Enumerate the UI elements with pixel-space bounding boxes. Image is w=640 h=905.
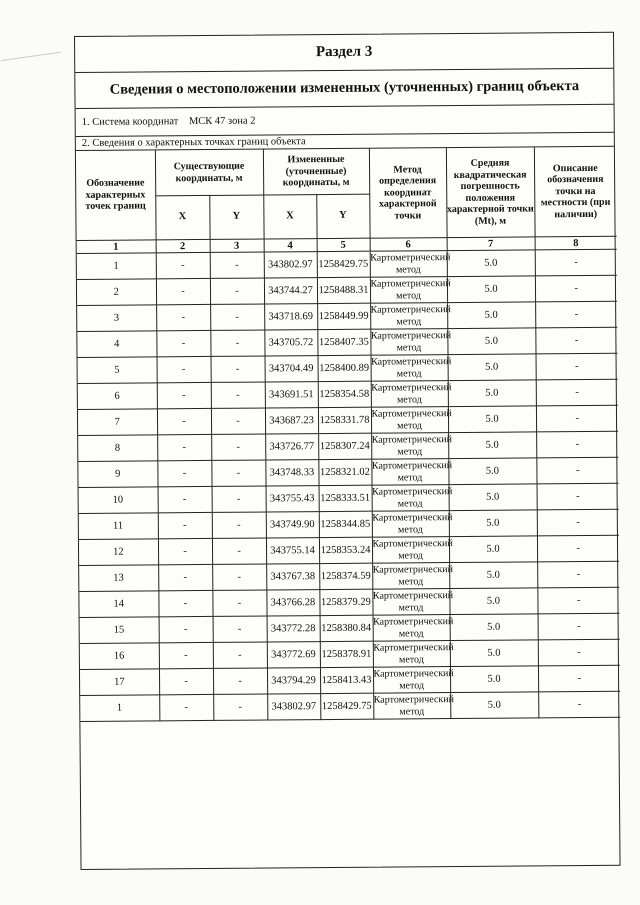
point-number-cell: 10 [79,487,158,514]
existing-y-cell: - [213,694,267,720]
existing-y-cell: - [213,642,267,668]
changed-x-cell: 343691.51 [265,382,318,408]
method-cell: Картометрический метод [370,329,447,356]
existing-y-cell: - [210,278,264,304]
document-heading: Сведения о местоположении измененных (уточненных) границ объекта [75,69,613,109]
changed-x-cell: 343726.77 [265,434,318,460]
changed-y-cell: 1258400.89 [318,355,371,381]
point-number-cell: 1 [77,253,156,280]
existing-y-cell: - [213,616,267,642]
table-row [80,691,620,721]
column-number-cell: 6 [370,238,447,252]
description-cell: - [535,275,617,302]
existing-y-cell: - [211,408,265,434]
existing-x-cell: - [158,486,212,512]
point-number-cell: 6 [78,383,157,410]
existing-x-cell: - [157,434,211,460]
changed-y-cell: 1258488.31 [317,277,370,303]
point-number-cell: 1 [80,695,159,722]
changed-x-cell: 343687.23 [265,408,318,434]
existing-y-cell: - [211,434,265,460]
method-cell: Картометрический метод [373,615,450,642]
description-cell: - [536,353,618,380]
existing-y-cell: - [211,382,265,408]
method-cell: Картометрический метод [370,303,447,330]
rms-error-cell: 5.0 [449,588,537,615]
changed-y-cell: 1258333.51 [319,485,372,511]
existing-y-cell: - [210,304,264,330]
existing-y-cell: - [210,252,264,278]
header-changed-coords: Измененные (уточненные) координаты, м [263,149,369,195]
existing-x-cell: - [159,642,213,668]
description-cell: - [535,301,617,328]
existing-y-cell: - [213,668,267,694]
changed-y-cell: 1258354.58 [318,381,371,407]
description-cell: - [537,561,619,588]
description-cell: - [535,249,617,276]
boundary-points-table [76,147,620,722]
rms-error-cell: 5.0 [449,510,537,537]
point-number-cell: 17 [80,669,159,696]
description-cell: - [536,379,618,406]
header-method: Метод определения координат характерной точки [369,148,447,238]
description-cell: - [536,405,618,432]
description-cell: - [537,535,619,562]
changed-y-cell: 1258380.84 [320,615,373,641]
description-cell: - [536,457,618,484]
method-cell: Картометрический метод [371,433,448,460]
method-cell: Картометрический метод [373,641,450,668]
method-cell: Картометрический метод [372,589,449,616]
existing-x-cell: - [157,460,211,486]
rms-error-cell: 5.0 [448,432,536,459]
changed-y-cell: 1258407.35 [317,329,370,355]
rms-error-cell: 5.0 [450,692,538,719]
existing-x-cell: - [159,694,213,720]
description-cell: - [536,431,618,458]
column-number-cell: 3 [210,239,264,252]
point-number-cell: 16 [80,643,159,670]
existing-x-cell: - [157,356,211,382]
method-cell: Картометрический метод [372,563,449,590]
changed-y-cell: 1258353.24 [319,537,372,563]
existing-y-cell: - [212,590,266,616]
header-existing-x: X [155,195,209,239]
rms-error-cell: 5.0 [450,614,538,641]
point-number-cell: 11 [79,513,158,540]
coordinate-system-value: МСК 47 зона 2 [188,115,256,128]
header-rms-error: Средняя квадратическая погрешность положения характерной точки (Mt), м [446,147,535,237]
existing-x-cell: - [159,616,213,642]
method-cell: Картометрический метод [372,485,449,512]
changed-x-cell: 343767.38 [266,564,319,590]
header-existing-coords: Существующие координаты, м [155,150,263,196]
existing-x-cell: - [158,512,212,538]
header-changed-x: X [263,195,316,239]
method-cell: Картометрический метод [371,407,448,434]
description-cell: - [538,691,620,718]
changed-y-cell: 1258429.75 [317,251,370,277]
description-cell: - [538,639,620,666]
changed-x-cell: 343749.90 [266,512,319,538]
existing-y-cell: - [210,330,264,356]
changed-y-cell: 1258449.99 [317,303,370,329]
column-number-cell: 5 [317,238,370,251]
point-number-cell: 13 [79,565,158,592]
existing-x-cell: - [159,668,213,694]
changed-x-cell: 343744.27 [264,278,317,304]
changed-x-cell: 343718.69 [264,304,317,330]
document-sheet [74,32,621,870]
existing-x-cell: - [156,304,210,330]
coordinate-system-line [76,105,614,137]
existing-x-cell: - [158,564,212,590]
column-number-cell: 2 [156,239,210,252]
changed-y-cell: 1258378.91 [320,641,373,667]
changed-y-cell: 1258307.24 [318,433,371,459]
point-number-cell: 4 [77,331,156,358]
header-changed-y: Y [316,194,369,238]
column-number-cell: 7 [447,237,535,251]
changed-x-cell: 343772.69 [267,642,320,668]
method-cell: Картометрический метод [372,537,449,564]
changed-x-cell: 343802.97 [267,694,320,720]
method-cell: Картометрический метод [371,355,448,382]
existing-y-cell: - [212,564,266,590]
coordinate-system-label: 1. Система координат [81,116,179,128]
point-number-cell: 9 [78,461,157,488]
point-number-cell: 5 [78,357,157,384]
changed-x-cell: 343766.28 [266,590,319,616]
section-title: Раздел 3 [75,33,613,73]
rms-error-cell: 5.0 [447,302,535,329]
table-body [77,249,621,721]
method-cell: Картометрический метод [370,277,447,304]
point-number-cell: 8 [78,435,157,462]
changed-x-cell: 343704.49 [265,356,318,382]
existing-x-cell: - [157,382,211,408]
point-number-cell: 2 [77,279,156,306]
points-section-title: 2. Сведения о характерных точках границ объекта [76,133,614,151]
method-cell: Картометрический метод [373,667,450,694]
changed-y-cell: 1258429.75 [320,693,373,719]
description-cell: - [537,509,619,536]
existing-y-cell: - [212,486,266,512]
existing-x-cell: - [156,278,210,304]
method-cell: Картометрический метод [373,693,450,720]
header-description: Описание обозначения точки на местности (при наличии) [534,147,617,237]
changed-x-cell: 343755.14 [266,538,319,564]
rms-error-cell: 5.0 [449,536,537,563]
paper-crease-mark [0,40,61,61]
column-number-cell: 8 [535,236,617,250]
existing-x-cell: - [158,590,212,616]
changed-y-cell: 1258331.78 [318,407,371,433]
changed-x-cell: 343755.43 [266,486,319,512]
description-cell: - [537,587,619,614]
description-cell: - [537,483,619,510]
changed-y-cell: 1258321.02 [318,459,371,485]
existing-y-cell: - [212,512,266,538]
existing-y-cell: - [211,356,265,382]
existing-x-cell: - [158,538,212,564]
rms-error-cell: 5.0 [447,328,535,355]
point-number-cell: 15 [80,617,159,644]
rms-error-cell: 5.0 [450,640,538,667]
column-number-cell: 4 [264,239,317,252]
changed-x-cell: 343802.97 [264,252,317,278]
method-cell: Картометрический метод [371,381,448,408]
rms-error-cell: 5.0 [448,406,536,433]
changed-y-cell: 1258379.29 [319,589,372,615]
header-existing-y: Y [209,195,263,239]
existing-x-cell: - [156,330,210,356]
changed-x-cell: 343772.28 [267,616,320,642]
rms-error-cell: 5.0 [449,484,537,511]
rms-error-cell: 5.0 [450,666,538,693]
point-number-cell: 14 [79,591,158,618]
rms-error-cell: 5.0 [447,250,535,277]
method-cell: Картометрический метод [371,459,448,486]
method-cell: Картометрический метод [372,511,449,538]
header-designation: Обозначение характерных точек границ [76,150,156,240]
changed-y-cell: 1258344.85 [319,511,372,537]
description-cell: - [535,327,617,354]
rms-error-cell: 5.0 [448,380,536,407]
changed-x-cell: 343794.29 [267,668,320,694]
changed-y-cell: 1258413.43 [320,667,373,693]
rms-error-cell: 5.0 [449,562,537,589]
rms-error-cell: 5.0 [447,276,535,303]
changed-y-cell: 1258374.59 [319,563,372,589]
existing-y-cell: - [211,460,265,486]
existing-x-cell: - [156,252,210,278]
method-cell: Картометрический метод [370,251,447,278]
rms-error-cell: 5.0 [448,458,536,485]
existing-x-cell: - [157,408,211,434]
point-number-cell: 12 [79,539,158,566]
rms-error-cell: 5.0 [448,354,536,381]
point-number-cell: 7 [78,409,157,436]
description-cell: - [538,665,620,692]
existing-y-cell: - [212,538,266,564]
column-number-cell: 1 [77,240,156,254]
changed-x-cell: 343748.33 [265,460,318,486]
point-number-cell: 3 [77,305,156,332]
description-cell: - [538,613,620,640]
changed-x-cell: 343705.72 [264,330,317,356]
